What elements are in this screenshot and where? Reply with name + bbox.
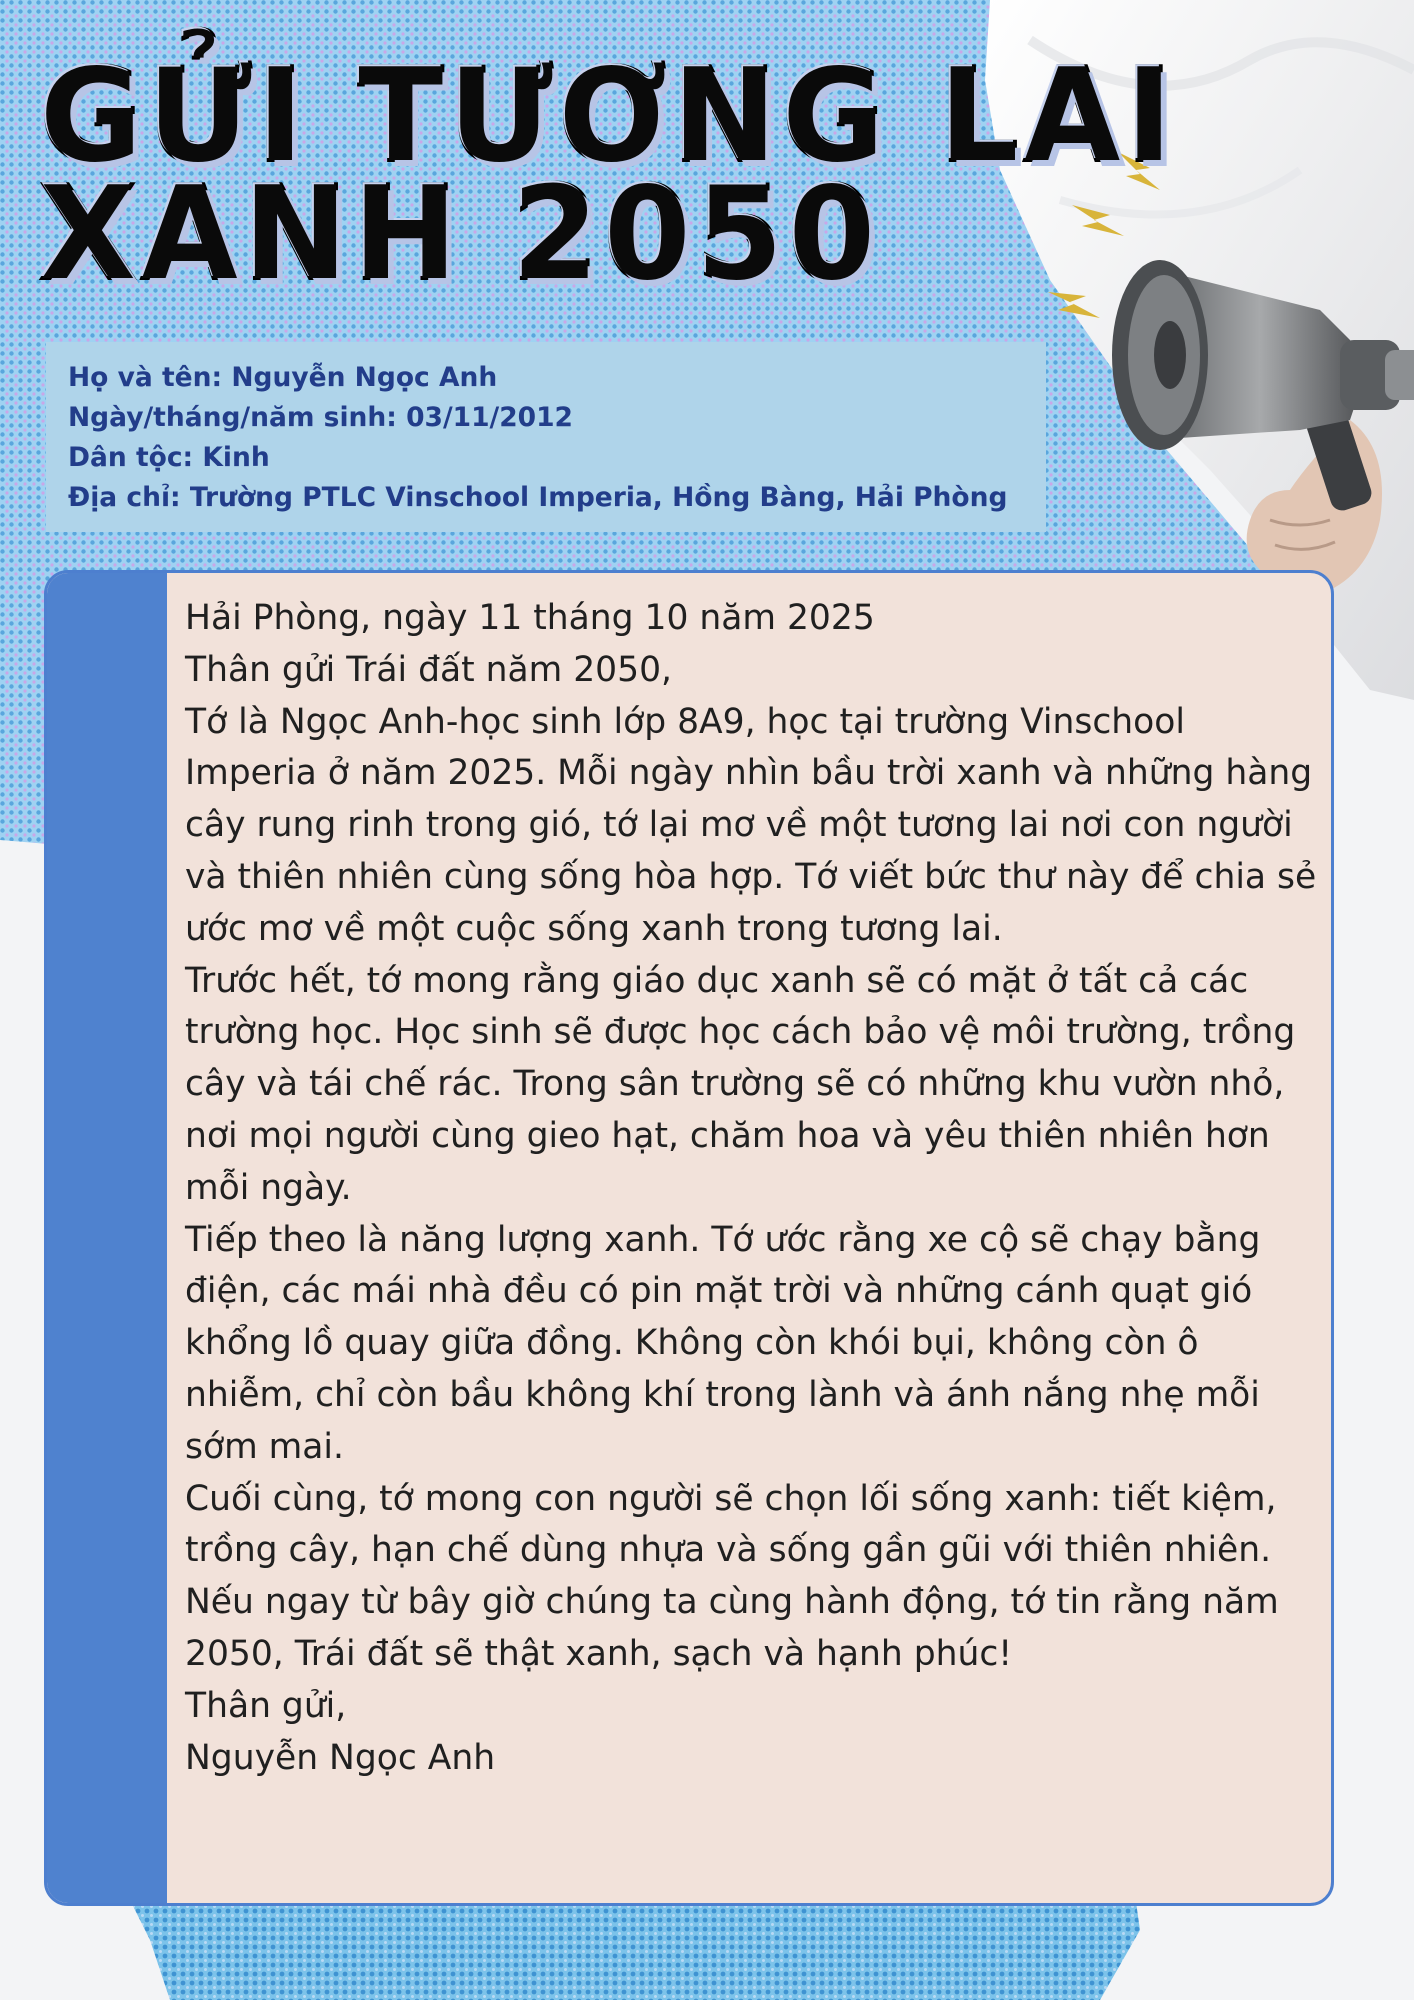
info-dob: Ngày/tháng/năm sinh: 03/11/2012 [68, 402, 573, 433]
letter-closing-paragraph: Nếu ngay từ bây giờ chúng ta cùng hành động, tớ tin rằng năm 2050, Trái đất sẽ thật xanh, sạch và hạnh phúc! [185, 1582, 1279, 1674]
letter-paragraph-3: Cuối cùng, tớ mong con người sẽ chọn lối sống xanh: tiết kiệm, trồng cây, hạn chế dùng nhựa và sống gần gũi với thiên nhiên. [185, 1478, 1277, 1571]
title-line-2: XANH 2050 [40, 160, 881, 309]
letter-salutation: Thân gửi Trái đất năm 2050, [185, 649, 672, 690]
letter-paragraph-1: Trước hết, tớ mong rằng giáo dục xanh sẽ có mặt ở tất cả các trường học. Học sinh sẽ được học cách bảo vệ môi trường, trồng cây và tái chế rác. Trong sân trường sẽ có những khu vườn nhỏ, nơi mọi người cùng gieo hạt, chăm hoa và yêu thiên nhiên hơn mỗi ngày. [185, 960, 1296, 1208]
poster-title [40, 42, 1179, 309]
info-ethnicity: Dân tộc: Kinh [68, 442, 270, 473]
letter-sign-off: Thân gửi, [185, 1685, 347, 1726]
letter-body [185, 593, 1325, 1784]
letter-card [44, 570, 1334, 1906]
title-line-1: GỬI TƯƠNG LAI [40, 42, 1179, 191]
info-address: Địa chỉ: Trường PTLC Vinschool Imperia, Hồng Bàng, Hải Phòng [68, 482, 1008, 513]
letter-signature: Nguyễn Ngọc Anh [185, 1737, 496, 1778]
letter-date-place: Hải Phòng, ngày 11 tháng 10 năm 2025 [185, 598, 875, 638]
card-side-band [47, 573, 167, 1903]
info-name: Họ và tên: Nguyễn Ngọc Anh [68, 362, 498, 393]
letter-intro: Tớ là Ngọc Anh-học sinh lớp 8A9, học tại trường Vinschool Imperia ở năm 2025. Mỗi ngày nhìn bầu trời xanh và những hàng cây rung rinh trong gió, tớ lại mơ về một tương lai nơi con người và thiên nhiên cùng sống hòa hợp. Tớ viết bức thư này để chia sẻ ước mơ về một cuộc sống xanh trong tương lai. [185, 701, 1317, 949]
letter-paragraph-2: Tiếp theo là năng lượng xanh. Tớ ước rằng xe cộ sẽ chạy bằng điện, các mái nhà đều có pin mặt trời và những cánh quạt gió khổng lồ quay giữa đồng. Không còn khói bụi, không còn ô nhiễm, chỉ còn bầu không khí trong lành và ánh nắng nhẹ mỗi sớm mai. [185, 1219, 1261, 1467]
student-info-box [46, 342, 1046, 532]
